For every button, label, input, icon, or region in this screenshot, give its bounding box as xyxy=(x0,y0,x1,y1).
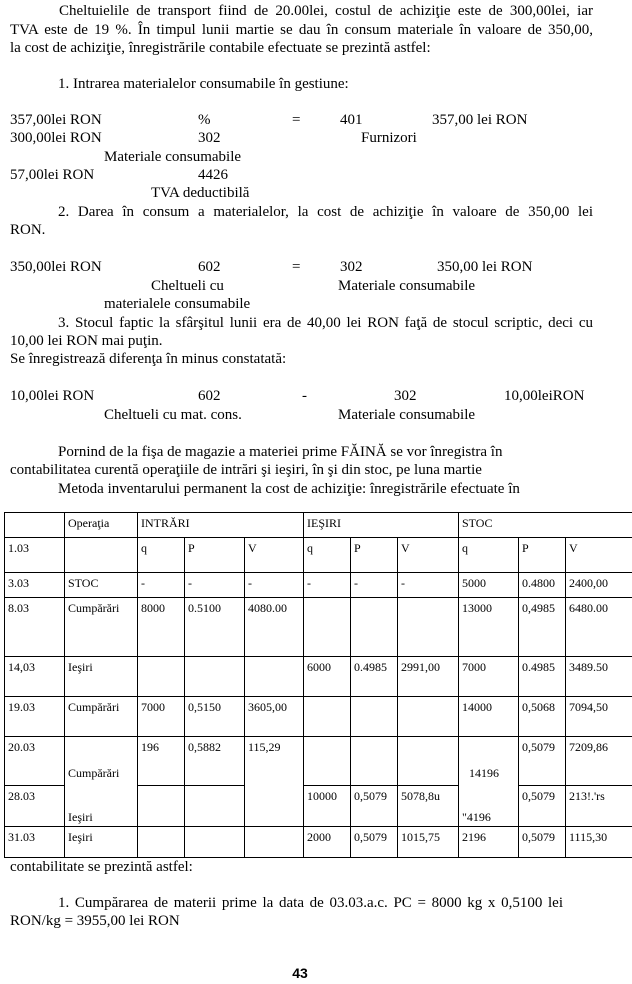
table-cell xyxy=(459,573,519,598)
r3-sp: 0.4985 xyxy=(522,660,555,674)
table-cell xyxy=(351,786,398,827)
table-cell xyxy=(245,573,304,598)
entry3-credit-name: Materiale consumabile xyxy=(338,407,476,423)
table-cell xyxy=(304,697,351,737)
table-cell xyxy=(138,737,185,786)
table-cell xyxy=(566,657,632,697)
entry2-heading: 2. Darea în consum a materialelor, la cost de achiziţie în valoare de 350,00 lei xyxy=(58,204,593,220)
r3-op: Ieşiri xyxy=(68,660,93,674)
r6-oq: 10000 xyxy=(307,789,337,803)
r6-op: Ieşiri xyxy=(68,810,93,824)
entry3-heading-3: Se înregistrează diferenţa în minus constatată: xyxy=(10,351,287,367)
table-cell xyxy=(245,598,304,657)
r1-iv: - xyxy=(248,576,252,590)
table-cell xyxy=(519,598,566,657)
r1-op2: - xyxy=(354,576,358,590)
table-cell xyxy=(459,827,519,858)
header-intrari-label: INTRĂRI xyxy=(141,516,190,530)
table-cell xyxy=(5,573,65,598)
r7-date: 31.03 xyxy=(8,830,35,844)
table-cell xyxy=(5,737,65,786)
r7-sv: 1115,30 xyxy=(569,830,608,844)
table-cell xyxy=(304,827,351,858)
after-item-1: 1. Cumpărarea de materii prime la data de 03.03.a.c. PC = 8000 kg x 0,5100 lei xyxy=(58,895,563,911)
table-cell xyxy=(351,697,398,737)
table-cell xyxy=(185,598,245,657)
entry2-credit-amount: 350,00 lei RON xyxy=(437,259,533,275)
table-cell xyxy=(519,697,566,737)
table-cell xyxy=(138,786,185,827)
table-cell xyxy=(5,598,65,657)
table-cell xyxy=(138,697,185,737)
table-cell xyxy=(185,573,245,598)
col-out-q: q xyxy=(307,541,313,555)
table-cell xyxy=(459,657,519,697)
r5-iq: 196 xyxy=(141,740,159,754)
stock-card-table xyxy=(4,512,632,858)
para-line-2: contabilitatea curentă operaţiile de intrări şi ieşiri, în şi din stoc, pe luna martie xyxy=(10,462,482,478)
entry1-credit-amount: 357,00 lei RON xyxy=(432,112,528,128)
table-cell xyxy=(138,573,185,598)
intro-line-3: la cost de achiziţie, înregistrările contabile efectuate se prezintă astfel: xyxy=(10,40,431,56)
table-cell xyxy=(185,697,245,737)
r7-op2: 0,5079 xyxy=(354,830,387,844)
table-cell xyxy=(245,697,304,737)
r7-sq: 2196 xyxy=(462,830,486,844)
table-cell xyxy=(459,538,519,573)
r4-iv: 3605,00 xyxy=(248,700,287,714)
r2-iq: 8000 xyxy=(141,601,165,615)
r1-iq: - xyxy=(141,576,145,590)
table-cell xyxy=(65,737,138,786)
table-cell xyxy=(398,598,459,657)
table-header-iesiri xyxy=(304,513,459,538)
para-line-1: Pornind de la fişa de magazie a materiei prime FĂINĂ se vor înregistra în xyxy=(58,444,503,460)
entry1-account-4426: 4426 xyxy=(198,167,228,183)
r2-sp: 0,4985 xyxy=(522,601,555,615)
table-cell xyxy=(519,737,566,786)
r3-sv: 3489.50 xyxy=(569,660,608,674)
table-cell xyxy=(398,737,459,786)
col-stock-p: P xyxy=(522,541,529,555)
entry1-percent: % xyxy=(198,112,211,128)
entry1-amount-2: 300,00lei RON xyxy=(10,130,102,146)
table-cell xyxy=(185,657,245,697)
table-cell xyxy=(245,827,304,858)
table-cell xyxy=(459,737,519,786)
table-cell xyxy=(398,827,459,858)
r4-sp: 0,5068 xyxy=(522,700,555,714)
header-stoc-label: STOC xyxy=(462,516,493,530)
entry3-credit-amount: 10,00leiRON xyxy=(504,388,585,404)
entry3-heading: 3. Stocul faptic la sfârşitul lunii era de 40,00 lei RON faţă de stocul scriptic, deci cu xyxy=(58,315,593,331)
table-cell xyxy=(185,737,245,786)
r2-iv: 4080.00 xyxy=(248,601,287,615)
table-cell xyxy=(138,827,185,858)
r4-date: 19.03 xyxy=(8,700,35,714)
r2-sq: 13000 xyxy=(462,601,492,615)
table-cell xyxy=(304,786,351,827)
entry1-amount-1: 357,00lei RON xyxy=(10,112,102,128)
r7-sp: 0,5079 xyxy=(522,830,555,844)
entry3-dash: - xyxy=(302,388,307,404)
table-cell xyxy=(65,697,138,737)
date-1-03: 1.03 xyxy=(8,541,29,555)
r4-iq: 7000 xyxy=(141,700,165,714)
entry1-equals: = xyxy=(292,112,301,128)
table-cell xyxy=(5,697,65,737)
table-cell xyxy=(398,697,459,737)
intro-line-1: Cheltuielile de transport fiind de 20.00lei, costul de achiziţie este de 300,00lei, iar xyxy=(59,3,593,19)
table-cell xyxy=(398,786,459,827)
table-cell xyxy=(519,538,566,573)
r3-oq: 6000 xyxy=(307,660,331,674)
entry2-debit-name-2: materialele consumabile xyxy=(104,296,251,312)
table-cell xyxy=(245,538,304,573)
table-cell xyxy=(65,538,138,573)
entry2-heading-2: RON. xyxy=(10,222,46,238)
table-cell xyxy=(351,827,398,858)
col-out-v: V xyxy=(401,541,410,555)
table-cell xyxy=(351,598,398,657)
r6-ov: 5078,8u xyxy=(401,789,440,803)
entry2-credit-name: Materiale consumabile xyxy=(338,278,476,294)
header-operation-label: Operaţia xyxy=(68,516,110,530)
r7-op: Ieşiri xyxy=(68,830,93,844)
r5-sq: 14196 xyxy=(469,766,499,780)
table-cell xyxy=(398,573,459,598)
r1-ip: - xyxy=(188,576,192,590)
r1-oq: - xyxy=(307,576,311,590)
table-cell xyxy=(519,573,566,598)
entry2-amount: 350,00lei RON xyxy=(10,259,102,275)
r6-sp: 0,5079 xyxy=(522,789,555,803)
r1-date: 3.03 xyxy=(8,576,29,590)
table-header-date xyxy=(5,513,65,538)
table-cell xyxy=(351,538,398,573)
table-cell xyxy=(65,786,138,827)
r6-sv: 213!.'rs xyxy=(569,789,605,803)
table-cell xyxy=(65,827,138,858)
entry2-debit-name-1: Cheltueli cu xyxy=(151,278,224,294)
table-cell xyxy=(245,737,304,827)
entry3-amount: 10,00lei RON xyxy=(10,388,95,404)
col-in-q: q xyxy=(141,541,147,555)
table-cell xyxy=(519,786,566,827)
table-cell xyxy=(519,827,566,858)
table-cell xyxy=(138,538,185,573)
col-in-v: V xyxy=(248,541,257,555)
r2-ip: 0.5100 xyxy=(188,601,221,615)
r5-sv: 7209,86 xyxy=(569,740,608,754)
r7-oq: 2000 xyxy=(307,830,331,844)
r5-op: Cumpărări xyxy=(68,766,120,780)
r4-sq: 14000 xyxy=(462,700,492,714)
r5-ip: 0,5882 xyxy=(188,740,221,754)
table-cell xyxy=(5,786,65,827)
table-cell xyxy=(519,657,566,697)
table-cell xyxy=(398,538,459,573)
entry1-credit-name: Furnizori xyxy=(361,130,417,146)
table-cell xyxy=(5,657,65,697)
table-header-intrari xyxy=(138,513,304,538)
r1-ov: - xyxy=(401,576,405,590)
r3-date: 14,03 xyxy=(8,660,35,674)
table-cell xyxy=(304,657,351,697)
r1-sv: 2400,00 xyxy=(569,576,608,590)
entry3-heading-2: 10,00 lei RON mai puţin. xyxy=(10,333,163,349)
table-cell xyxy=(304,573,351,598)
r7-ov: 1015,75 xyxy=(401,830,440,844)
table-cell xyxy=(138,657,185,697)
table-cell xyxy=(65,573,138,598)
table-cell xyxy=(245,657,304,697)
page-number: 43 xyxy=(292,965,308,981)
entry3-debit-name: Cheltueli cu mat. cons. xyxy=(104,407,242,423)
r5-date: 20.03 xyxy=(8,740,35,754)
table-header-operation xyxy=(65,513,138,538)
entry1-credit-account: 401 xyxy=(340,112,363,128)
intro-line-2: TVA este de 19 %. În timpul lunii martie se dau în consum materiale în valoare de 350,00, xyxy=(10,22,593,38)
r5-iv: 115,29 xyxy=(248,740,281,754)
entry1-account-302: 302 xyxy=(198,130,221,146)
col-stock-q: q xyxy=(462,541,468,555)
para-line-3: Metoda inventarului permanent la cost de achiziţie: înregistrările efectuate în xyxy=(58,481,520,497)
table-cell xyxy=(304,737,351,786)
table-cell xyxy=(459,786,519,827)
table-cell xyxy=(65,657,138,697)
table-cell xyxy=(566,827,632,858)
r3-sq: 7000 xyxy=(462,660,486,674)
header-iesiri-label: IEŞIRI xyxy=(307,516,341,530)
table-cell xyxy=(566,538,632,573)
table-cell xyxy=(138,598,185,657)
table-cell xyxy=(351,573,398,598)
table-cell xyxy=(351,737,398,786)
r2-op: Cumpărări xyxy=(68,601,120,615)
r1-op: STOC xyxy=(68,576,99,590)
table-cell xyxy=(566,737,632,786)
table-cell xyxy=(459,598,519,657)
table-cell xyxy=(566,697,632,737)
table-cell xyxy=(185,538,245,573)
table-cell xyxy=(304,538,351,573)
r3-op2: 0.4985 xyxy=(354,660,387,674)
table-cell xyxy=(185,786,245,827)
entry2-credit-account: 302 xyxy=(340,259,363,275)
r6-op2: 0,5079 xyxy=(354,789,387,803)
entry1-account-4426-name: TVA deductibilă xyxy=(151,185,250,201)
r6-sq: "4196 xyxy=(462,810,491,824)
table-cell xyxy=(304,598,351,657)
entry3-debit-account: 602 xyxy=(198,388,221,404)
r2-sv: 6480.00 xyxy=(569,601,608,615)
entry3-credit-account: 302 xyxy=(394,388,417,404)
table-cell xyxy=(185,827,245,858)
table-header-stoc xyxy=(459,513,632,538)
entry1-amount-3: 57,00lei RON xyxy=(10,167,95,183)
r1-sp: 0.4800 xyxy=(522,576,555,590)
entry2-equals: = xyxy=(292,259,301,275)
r6-date: 28.03 xyxy=(8,789,35,803)
col-stock-v: V xyxy=(569,541,578,555)
table-cell xyxy=(351,657,398,697)
r2-date: 8.03 xyxy=(8,601,29,615)
r4-ip: 0,5150 xyxy=(188,700,221,714)
table-cell xyxy=(566,598,632,657)
table-cell xyxy=(398,657,459,697)
after-item-1b: RON/kg = 3955,00 lei RON xyxy=(10,913,180,929)
table-cell xyxy=(5,827,65,858)
col-in-p: P xyxy=(188,541,195,555)
table-cell xyxy=(5,538,65,573)
r3-ov: 2991,00 xyxy=(401,660,440,674)
table-cell xyxy=(566,786,632,827)
table-cell xyxy=(566,573,632,598)
col-out-p: P xyxy=(354,541,361,555)
table-cell xyxy=(459,697,519,737)
table-cell xyxy=(65,598,138,657)
entry2-debit-account: 602 xyxy=(198,259,221,275)
r1-sq: 5000 xyxy=(462,576,486,590)
r5-sp: 0,5079 xyxy=(522,740,555,754)
r4-op: Cumpărări xyxy=(68,700,120,714)
entry1-heading: 1. Intrarea materialelor consumabile în gestiune: xyxy=(58,76,349,92)
after-line-1: contabilitate se prezintă astfel: xyxy=(10,859,193,875)
r4-sv: 7094,50 xyxy=(569,700,608,714)
entry1-account-302-name: Materiale consumabile xyxy=(104,149,242,165)
